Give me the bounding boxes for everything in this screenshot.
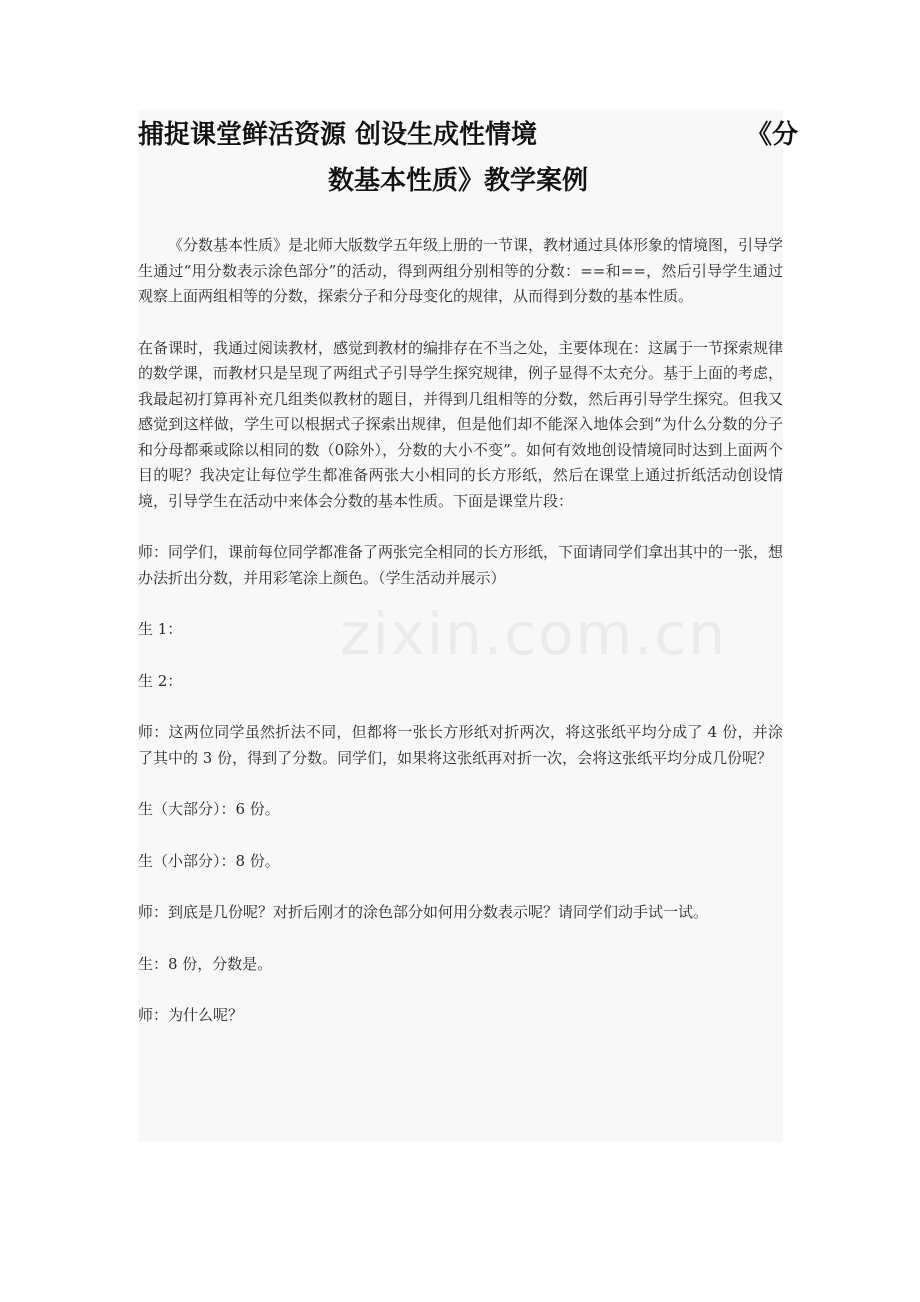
paragraph-preparation: 在备课时，我通过阅读教材，感觉到教材的编排存在不当之处，主要体现在：这属于一节探索规律的数学课，而教材只是呈现了两组式子引导学生探究规律，例子显得不太充分。基于上面的考虑，我最起初打算再补充几组类似教材的题目，并得到几组相等的分数，然后再引导学生探究。但我又感觉到这样做，学生可以根据式子探索出规律，但是他们却不能深入地体会到“为什么分数的分子和分母都乘或除以相同的数（0除外），分数的大小不变”。如何有效地创设情境同时达到上面两个目的呢？我决定让每位学生都准备两张大小相同的长方形纸，然后在课堂上通过折纸活动创设情境，引导学生在活动中来体会分数的基本性质。下面是课堂片段：: [138, 338, 784, 510]
paragraph-student-majority: 生（大部分）：6 份。: [138, 800, 280, 818]
title-main-text: 捕捉课堂鲜活资源 创设生成性情境: [138, 120, 538, 150]
paragraph-student-2: 生 2：: [138, 671, 183, 690]
paragraph-teacher-2: 师：这两位同学虽然折法不同，但都将一张长方形纸对折两次，将这张纸平均分成了 4 份，并涂了其中的 3 份，得到了分数。同学们，如果将这张纸再对折一次，会将这张纸平均分成几份呢？: [138, 723, 783, 767]
paragraph-student-1: 生 1：: [138, 620, 183, 638]
paragraph-teacher-4: 师：为什么呢？: [138, 1006, 244, 1024]
title-line-1: [138, 112, 798, 158]
title-line-2: 数基本性质》教学案例: [327, 166, 588, 196]
document-body: [138, 233, 783, 1029]
paragraph-student-minority: 生（小部分）：8 份。: [138, 851, 280, 870]
title-book-text: 《分: [745, 120, 798, 150]
paragraph-teacher-3: 师：到底是几份呢？对折后刚才的涂色部分如何用分数表示呢？请同学们动手试一试。: [138, 903, 709, 921]
paragraph-intro: 《分数基本性质》是北师大版数学五年级上册的一节课，教材通过具体形象的情境图，引导学生通过“用分数表示涂色部分”的活动，得到两组分别相等的分数：==和==，然后引导学生通过观察上面两组相等的分数，探索分子和分母变化的规律，从而得到分数的基本性质。: [138, 236, 784, 305]
paragraph-teacher-1: 师：同学们，课前每位同学都准备了两张完全相同的长方形纸，下面请同学们拿出其中的一张，想办法折出分数，并用彩笔涂上颜色。（学生活动并展示）: [138, 543, 784, 587]
paragraph-student-answer: 生：8 份，分数是。: [138, 954, 273, 973]
document-title: [138, 112, 798, 204]
